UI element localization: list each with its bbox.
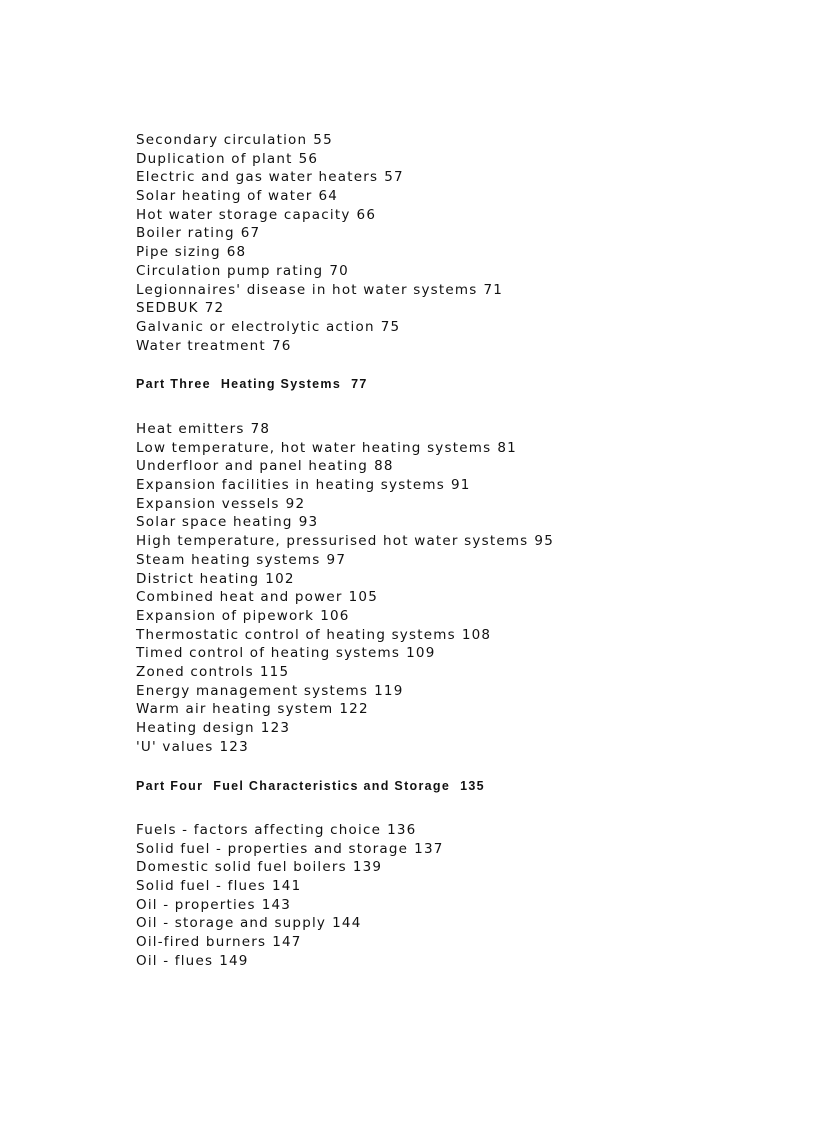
toc-entry: Heat emitters 78 <box>136 421 271 437</box>
toc-entry: Fuels - factors affecting choice 136 <box>136 822 417 838</box>
toc-entry: Hot water storage capacity 66 <box>136 206 377 223</box>
toc-entry: Galvanic or electrolytic action 75 <box>136 318 401 335</box>
toc-entry: Legionnaires' disease in hot water systems 71 <box>136 281 504 298</box>
toc-entry: Thermostatic control of heating systems 108 <box>136 626 492 643</box>
toc-entry: High temperature, pressurised hot water systems 95 <box>136 533 554 550</box>
toc-entry: Oil - storage and supply 144 <box>136 915 362 932</box>
toc-entry: Solar heating of water 64 <box>136 188 339 205</box>
toc-entry: Electric and gas water heaters 57 <box>136 169 404 186</box>
toc-entry: Oil-fired burners 147 <box>136 934 302 951</box>
toc-entry: Oil - properties 143 <box>136 896 292 913</box>
toc-entry: Combined heat and power 105 <box>136 589 378 606</box>
toc-entry: Warm air heating system 122 <box>136 701 369 718</box>
entries-group-2 <box>136 420 554 756</box>
toc-entry: Timed control of heating systems 109 <box>136 645 436 662</box>
toc-entry: Low temperature, hot water heating systems 81 <box>136 439 517 456</box>
toc-entry: 'U' values 123 <box>136 738 249 755</box>
toc-entry: Pipe sizing 68 <box>136 244 247 261</box>
toc-entry: Solid fuel - flues 141 <box>136 878 302 895</box>
toc-entry: Secondary circulation 55 <box>136 132 333 148</box>
toc-entry: Heating design 123 <box>136 720 291 736</box>
toc-entry: District heating 102 <box>136 570 295 587</box>
toc-entry: Expansion facilities in heating systems 91 <box>136 477 471 494</box>
toc-entry: Domestic solid fuel boilers 139 <box>136 859 383 876</box>
toc-entry: SEDBUK 72 <box>136 300 225 317</box>
toc-entry: Duplication of plant 56 <box>136 150 319 167</box>
toc-entry: Energy management systems 119 <box>136 682 404 699</box>
toc-entry: Expansion vessels 92 <box>136 495 306 512</box>
entries-group-3 <box>136 821 444 971</box>
toc-entry: Underfloor and panel heating 88 <box>136 458 394 475</box>
toc-entry: Expansion of pipework 106 <box>136 607 350 624</box>
part-four-heading: Part Four Fuel Characteristics and Storage 135 <box>136 779 485 793</box>
part-three-heading: Part Three Heating Systems 77 <box>136 377 368 391</box>
toc-entry: Circulation pump rating 70 <box>136 262 349 279</box>
entries-group-1 <box>136 131 503 355</box>
toc-entry: Solid fuel - properties and storage 137 <box>136 840 444 857</box>
toc-entry: Boiler rating 67 <box>136 225 261 242</box>
toc-entry: Oil - flues 149 <box>136 952 249 969</box>
toc-entry: Solar space heating 93 <box>136 514 319 531</box>
toc-entry: Zoned controls 115 <box>136 663 290 680</box>
toc-entry: Steam heating systems 97 <box>136 551 347 568</box>
toc-entry: Water treatment 76 <box>136 337 292 354</box>
